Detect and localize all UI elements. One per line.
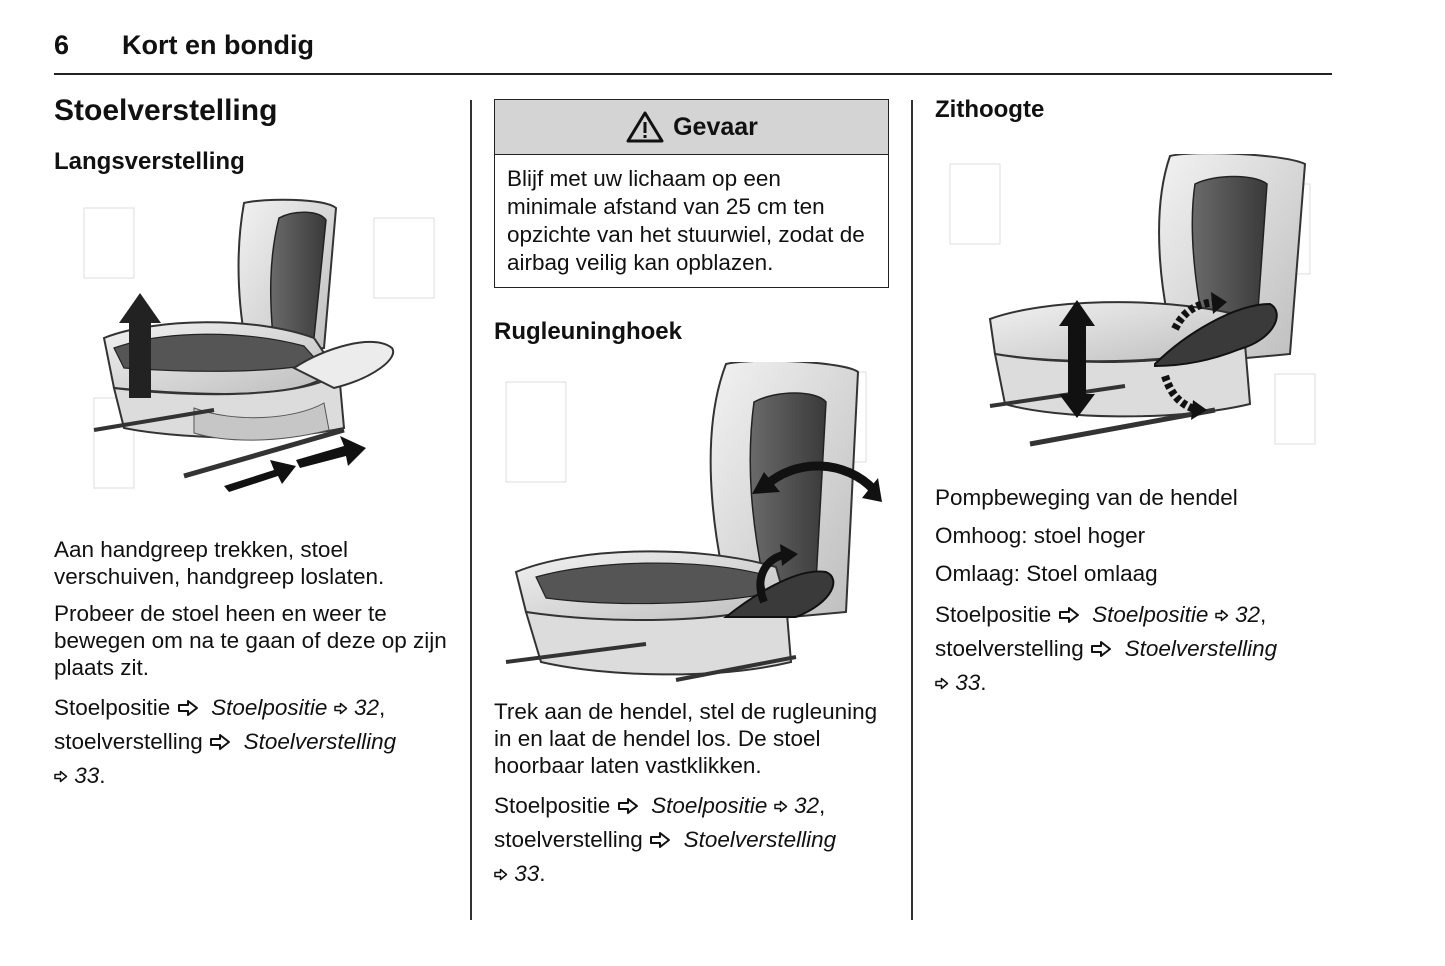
subsection-title-zithoogte: Zithoogte [935, 96, 1045, 123]
xref-text: Stoelpositie [935, 602, 1052, 627]
xref-link[interactable]: Stoelverstelling [683, 827, 837, 852]
subsection-title-langsverstelling: Langsverstelling [54, 148, 245, 175]
cross-ref-arrow-icon [649, 831, 671, 849]
cross-ref-arrow-icon [209, 733, 231, 751]
danger-warning-box [494, 99, 889, 288]
col3-line-1: Pompbeweging van de hendel [935, 485, 1238, 510]
xref-text: stoelverstelling [494, 827, 643, 852]
xref-text: stoelverstelling [935, 636, 1084, 661]
warning-triangle-icon [625, 110, 665, 144]
xref-page[interactable]: 33 [514, 861, 540, 886]
column-2 [494, 99, 894, 891]
seat-slide-illustration [74, 198, 454, 518]
xref-page[interactable]: 32 [1234, 602, 1260, 627]
column-divider-1 [470, 100, 472, 920]
warning-text: Blijf met uw lichaam op een minimale afstand van 25 cm ten opzichte van het stuurwiel, zodat de airbag veilig kan opblazen. [507, 166, 865, 275]
xref-text: stoelverstelling [54, 729, 203, 754]
page-ref-arrow-icon [54, 770, 68, 783]
xref-page[interactable]: 32 [793, 793, 819, 818]
chapter-title: Kort en bondig [122, 30, 314, 60]
page-ref-arrow-icon [494, 868, 508, 881]
column-3 [935, 94, 1335, 700]
column-divider-2 [911, 100, 913, 920]
page-ref-arrow-icon [774, 800, 788, 813]
cross-ref-arrow-icon [1090, 640, 1112, 658]
section-title: Stoelverstelling [54, 94, 278, 127]
col1-paragraph-1: Aan handgreep trekken, stoel verschuiven, handgreep loslaten. [54, 537, 385, 589]
xref-text: Stoelpositie [54, 695, 171, 720]
col1-paragraph-2: Probeer de stoel heen en weer te bewegen om na te gaan of deze op zijn plaats zit. [54, 601, 447, 680]
page-ref-arrow-icon [1215, 609, 1229, 622]
xref-page[interactable]: 32 [353, 695, 379, 720]
xref-link[interactable]: Stoelpositie [211, 695, 328, 720]
page-header [54, 30, 314, 61]
seat-height-illustration [935, 154, 1330, 466]
xref-page[interactable]: 33 [74, 763, 100, 788]
page-number: 6 [54, 30, 70, 60]
col2-paragraph-1: Trek aan de hendel, stel de rugleuning in en laat de hendel los. De stoel hoorbaar laten vastklikken. [494, 699, 878, 778]
xref-link[interactable]: Stoelverstelling [1124, 636, 1278, 661]
xref-text: Stoelpositie [494, 793, 611, 818]
xref-page[interactable]: 33 [955, 670, 981, 695]
xref-link[interactable]: Stoelverstelling [243, 729, 397, 754]
col3-cross-reference: Stoelpositie Stoelpositie 32, stoelverstelling Stoelverstelling 33. [935, 602, 1278, 695]
xref-link[interactable]: Stoelpositie [651, 793, 768, 818]
xref-link[interactable]: Stoelpositie [1092, 602, 1209, 627]
header-rule [54, 73, 1332, 75]
col2-cross-reference: Stoelpositie Stoelpositie 32, stoelverstelling Stoelverstelling 33. [494, 793, 837, 886]
cross-ref-arrow-icon [617, 797, 639, 815]
col3-line-2: Omhoog: stoel hoger [935, 523, 1146, 548]
page-ref-arrow-icon [935, 677, 949, 690]
page-ref-arrow-icon [334, 702, 348, 715]
cross-ref-arrow-icon [177, 699, 199, 717]
col3-line-3: Omlaag: Stoel omlaag [935, 561, 1158, 586]
column-1 [54, 92, 454, 793]
warning-header [495, 100, 888, 155]
warning-title: Gevaar [673, 112, 758, 141]
col1-cross-reference: Stoelpositie Stoelpositie 32, stoelverstelling Stoelverstelling 33. [54, 695, 397, 788]
backrest-angle-illustration [496, 362, 886, 684]
subsection-title-rugleuninghoek: Rugleuninghoek [494, 318, 682, 345]
cross-ref-arrow-icon [1058, 606, 1080, 624]
